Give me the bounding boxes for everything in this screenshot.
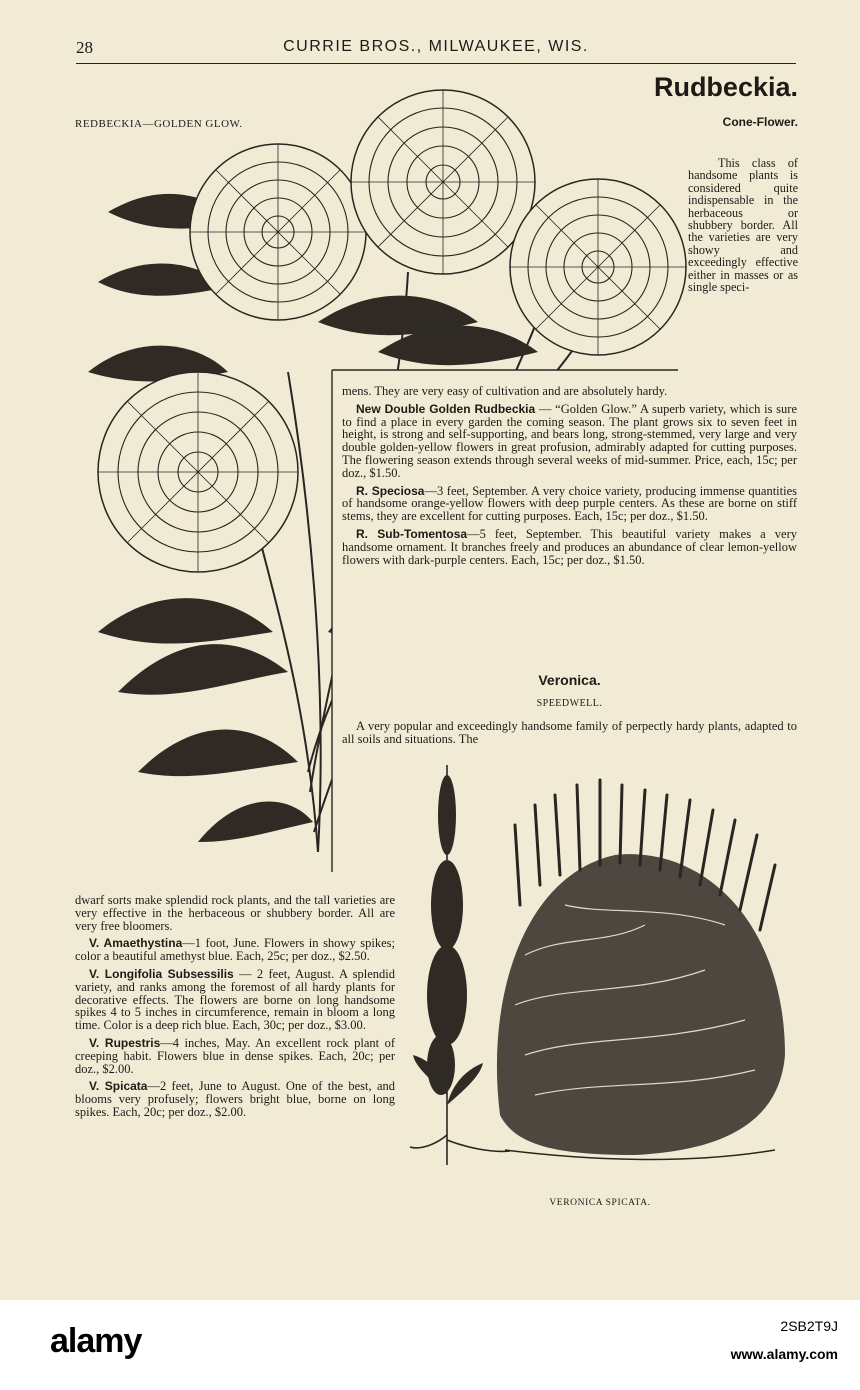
veronica-text-column: [75, 894, 395, 1124]
list-item: [75, 937, 395, 963]
list-item: [75, 1037, 395, 1075]
item-name: R. Speciosa: [356, 483, 425, 498]
item-name: V. Rupestris: [89, 1035, 161, 1050]
list-item: [342, 528, 797, 566]
rudbeckia-subtitle: Cone-Flower.: [722, 115, 798, 129]
rudbeckia-text-column: [342, 385, 797, 571]
list-item: [75, 1080, 395, 1118]
item-name: V. Amaethystina: [89, 936, 183, 951]
veronica-intro-continued: dwarf sorts make splendid rock plants, and the tall varieties are very effective in the herbaceous or shubbery border. All are very free bloomers.: [75, 893, 395, 933]
item-description: — “Golden Glow.” A superb variety, which is sure to find a place in every garden the coming season. The plant grows six to seven feet in height, is strong and self-supporting, and bears long, strong-stemmed, very large and very double golden-yellow flowers in great profusion, admirably adapted for cutting purposes. The flowering season extends through several weeks of mid-summer. Price, each, 15c; per doz., $1.50.: [342, 401, 798, 480]
veronica-title: Veronica.: [538, 672, 601, 688]
item-description: — 2 feet, August. A splendid variety, and ranks among the foremost of all hardy plants for decorative effects. The flowers are borne on long handsome spikes 4 to 5 inches in circumference, remain in bloom a long time. Color is a deep rich blue. Each, 30c; per doz., $3.00.: [75, 966, 395, 1033]
veronica-subtitle: SPEEDWELL.: [536, 698, 603, 709]
veronica-illustration: [405, 755, 795, 1185]
veronica-intro: A very popular and exceedingly handsome family of perpectly hardy plants, adapted to all soils and situations. The: [342, 719, 797, 746]
rudbeckia-intro-continued: mens. They are very easy of cultivation and are absolutely hardy.: [342, 384, 668, 398]
image-id: 2SB2T9J: [780, 1318, 838, 1334]
rudbeckia-figure-caption: REDBECKIA—GOLDEN GLOW.: [75, 118, 243, 130]
item-description: —4 inches, May. An excellent rock plant of creeping habit. Flowers blue in dense spikes. Each, 20c; per doz., $2.00.: [75, 1035, 395, 1076]
list-item: [342, 403, 797, 480]
page-header: [76, 38, 796, 60]
rudbeckia-intro-narrow: This class of handsome plants is considered quite indispensable in the herbaceous or shubbery border. All the varieties are very showy and exceedingly effective either in masses or as single speci-: [688, 156, 798, 295]
item-description: —3 feet, September. A very choice variety, producing immense quantities of handsome orange-yellow flowers with deep purple centers. As these are borne on stiff stems, they are excellent for cutting purposes. Each, 15c; per doz., $1.50.: [342, 483, 798, 524]
alamy-logo: alamy: [50, 1322, 142, 1360]
watermark-url[interactable]: www.alamy.com: [730, 1346, 838, 1362]
item-name: V. Spicata: [89, 1079, 148, 1094]
running-head: CURRIE BROS., MILWAUKEE, WIS.: [283, 38, 589, 55]
list-item: [75, 968, 395, 1032]
item-description: —1 foot, June. Flowers in showy spikes; color a beautiful amethyst blue. Each, 25c; per doz., $2.50.: [75, 936, 395, 964]
list-item: [342, 485, 797, 523]
item-name: R. Sub-Tomentosa: [356, 526, 468, 541]
item-name: New Double Golden Rudbeckia: [356, 401, 536, 416]
page-number: 28: [76, 38, 93, 57]
item-description: —2 feet, June to August. One of the best, and blooms very profusely; flowers bright blue, borne on long spikes. Each, 20c; per doz., $2.00.: [75, 1079, 396, 1119]
item-name: V. Longifolia Subsessilis: [89, 966, 234, 981]
item-description: —5 feet, September. This beautiful variety makes a very handsome ornament. It branches freely and produces an abundance of clear lemon-yellow flowers with dark-purple centers. Each, 15c; per doz., $1.50.: [342, 526, 797, 567]
veronica-figure-caption: VERONICA SPICATA.: [549, 1198, 651, 1208]
rudbeckia-title: Rudbeckia.: [653, 72, 798, 102]
header-rule: [76, 63, 796, 64]
